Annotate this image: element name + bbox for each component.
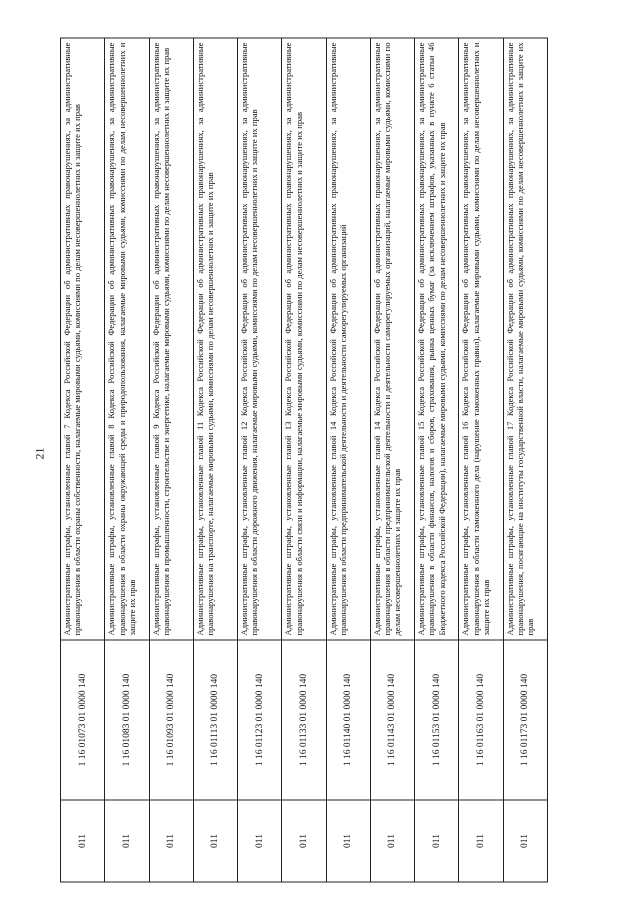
description-cell: Административные штрафы, установленные главой 14 Кодекса Российской Федерации об административных правонарушениях, за административные правонарушения в области предпринимательской деятельности и деятельности саморегулируемых организаций, налагаемые мировыми судьями, комиссиями по делам несовершеннолетних и защите их прав <box>371 37 414 640</box>
table-row <box>237 37 281 882</box>
admin-code-cell: 011 <box>61 800 104 882</box>
table-row <box>193 37 237 882</box>
admin-code-cell: 011 <box>415 800 458 882</box>
admin-code-cell: 011 <box>194 800 237 882</box>
budget-code-cell: 1 16 01163 01 0000 140 <box>459 640 502 800</box>
description-cell: Административные штрафы, установленные главой 17 Кодекса Российской Федерации об административных правонарушениях, за административные правонарушения, посягающие на институты государственной власти, налагаемые мировыми судьями, комиссиями по делам несовершеннолетних и защите их прав <box>504 37 547 640</box>
budget-code-cell: 1 16 01073 01 0000 140 <box>61 640 104 800</box>
table-row <box>458 37 502 882</box>
description-cell: Административные штрафы, установленные главой 13 Кодекса Российской Федерации об административных правонарушениях, за административные правонарушения в области связи и информации, налагаемые мировыми судьями, комиссиями по делам несовершеннолетних и защите их прав <box>282 37 325 640</box>
table-row <box>503 37 548 882</box>
budget-code-cell: 1 16 01173 01 0000 140 <box>504 640 547 800</box>
description-cell: Административные штрафы, установленные главой 11 Кодекса Российской Федерации об административных правонарушениях, за административные правонарушения на транспорте, налагаемые мировыми судьями, комиссиями по делам несовершеннолетних и защите их прав <box>194 37 237 640</box>
table-row <box>60 37 104 882</box>
budget-code-cell: 1 16 01133 01 0000 140 <box>282 640 325 800</box>
budget-code-cell: 1 16 01083 01 0000 140 <box>105 640 148 800</box>
admin-code-cell: 011 <box>459 800 502 882</box>
table-row <box>414 37 458 882</box>
kbk-table <box>60 37 548 882</box>
admin-code-cell: 011 <box>238 800 281 882</box>
description-cell: Административные штрафы, установленные главой 16 Кодекса Российской Федерации об административных правонарушениях, за административные правонарушения в области таможенного дела (нарушение таможенных правил), налагаемые мировыми судьями, комиссиями по делам несовершеннолетних и защите их прав <box>459 37 502 640</box>
page-number: 21 <box>32 447 47 460</box>
description-cell: Административные штрафы, установленные главой 14 Кодекса Российской Федерации об административных правонарушениях, за административные правонарушения в области предпринимательской деятельности и деятельности саморегулируемых организаций <box>327 37 370 640</box>
description-cell: Административные штрафы, установленные главой 8 Кодекса Российской Федерации об административных правонарушениях, за административные правонарушения в области охраны окружающей среды и природопользования, налагаемые мировыми судьями, комиссиями по делам несовершеннолетних и защите их прав <box>105 37 148 640</box>
table-wrapper <box>60 37 548 882</box>
budget-code-cell: 1 16 01093 01 0000 140 <box>150 640 193 800</box>
budget-code-cell: 1 16 01140 01 0000 140 <box>327 640 370 800</box>
description-cell: Административные штрафы, установленные главой 9 Кодекса Российской Федерации об административных правонарушениях, за административные правонарушения в промышленности, строительстве и энергетике, налагаемые мировыми судьями, комиссиями по делам несовершеннолетних и защите их прав <box>150 37 193 640</box>
table-row <box>326 37 370 882</box>
description-cell: Административные штрафы, установленные главой 15 Кодекса Российской Федерации об административных правонарушениях, за административные правонарушения в области финансов, налогов и сборов, страхования, рынка ценных бумаг (за исключением штрафов, указанных в пункте 6 статьи 46 Бюджетного кодекса Российской Федерации), налагаемые мировыми судьями, комиссиями по делам несовершеннолетних и защите их прав <box>415 37 458 640</box>
table-row <box>149 37 193 882</box>
budget-code-cell: 1 16 01123 01 0000 140 <box>238 640 281 800</box>
admin-code-cell: 011 <box>150 800 193 882</box>
admin-code-cell: 011 <box>282 800 325 882</box>
admin-code-cell: 011 <box>105 800 148 882</box>
table-row <box>281 37 325 882</box>
table-row <box>104 37 148 882</box>
budget-code-cell: 1 16 01143 01 0000 140 <box>371 640 414 800</box>
table-row <box>370 37 414 882</box>
admin-code-cell: 011 <box>504 800 547 882</box>
budget-code-cell: 1 16 01153 01 0000 140 <box>415 640 458 800</box>
admin-code-cell: 011 <box>327 800 370 882</box>
description-cell: Административные штрафы, установленные главой 12 Кодекса Российской Федерации об административных правонарушениях, за административные правонарушения в области дорожного движения, налагаемые мировыми судьями, комиссиями по делам несовершеннолетних и защите их прав <box>238 37 281 640</box>
description-cell: Административные штрафы, установленные главой 7 Кодекса Российской Федерации об административных правонарушениях, за административные правонарушения в области охраны собственности, налагаемые мировыми судьями, комиссиями по делам несовершеннолетних и защите их прав <box>61 37 104 640</box>
budget-code-cell: 1 16 01113 01 0000 140 <box>194 640 237 800</box>
admin-code-cell: 011 <box>371 800 414 882</box>
